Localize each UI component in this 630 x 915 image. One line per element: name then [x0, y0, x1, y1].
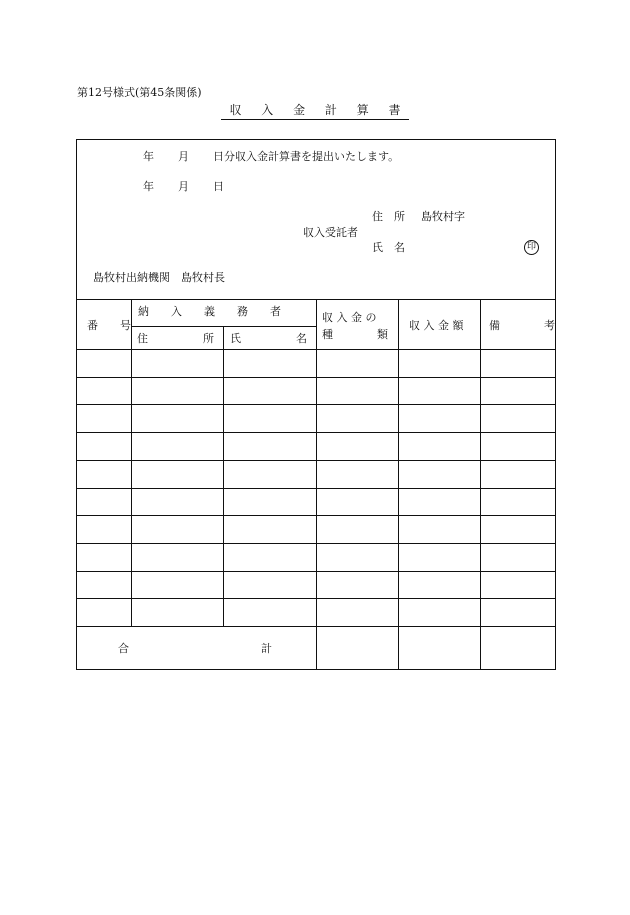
vline-address [223, 326, 224, 626]
line2-day: 日 [213, 180, 224, 193]
seal-mark: 印 [524, 240, 539, 255]
col-kind-header-1: 収 入 金 の [322, 311, 377, 324]
total-label: 合 計 [118, 642, 272, 655]
col-payer-header: 納 入 義 務 者 [138, 305, 281, 318]
col-payer-address-header: 住 所 [137, 332, 214, 345]
form-box [76, 139, 556, 670]
receiver-label: 収入受託者 [303, 226, 358, 239]
vline-number [131, 299, 132, 626]
col-remarks-header: 備 考 [489, 319, 555, 332]
line1-year: 年 [143, 150, 154, 163]
addressee: 島牧村出納機関 島牧村長 [93, 271, 225, 284]
form-label: 第12号様式(第45条関係) [77, 86, 202, 99]
name-label: 氏 名 [372, 241, 405, 254]
vline-payer [316, 299, 317, 669]
col-number-header: 番 号 [87, 319, 131, 332]
line1-text: 日分収入金計算書を提出いたします。 [213, 150, 400, 163]
address-value: 島牧村字 [421, 210, 465, 223]
line2-month: 月 [178, 180, 189, 193]
col-amount-header: 収 入 金 額 [409, 319, 464, 332]
vline-kind [398, 299, 399, 669]
col-payer-name-header: 氏 名 [230, 332, 307, 345]
address-label: 住 所 [372, 210, 405, 223]
col-kind-header-2: 種 類 [322, 328, 388, 341]
vline-amount [480, 299, 481, 669]
line1-month: 月 [178, 150, 189, 163]
document-title: 収 入 金 計 算 書 [0, 104, 630, 116]
line2-year: 年 [143, 180, 154, 193]
